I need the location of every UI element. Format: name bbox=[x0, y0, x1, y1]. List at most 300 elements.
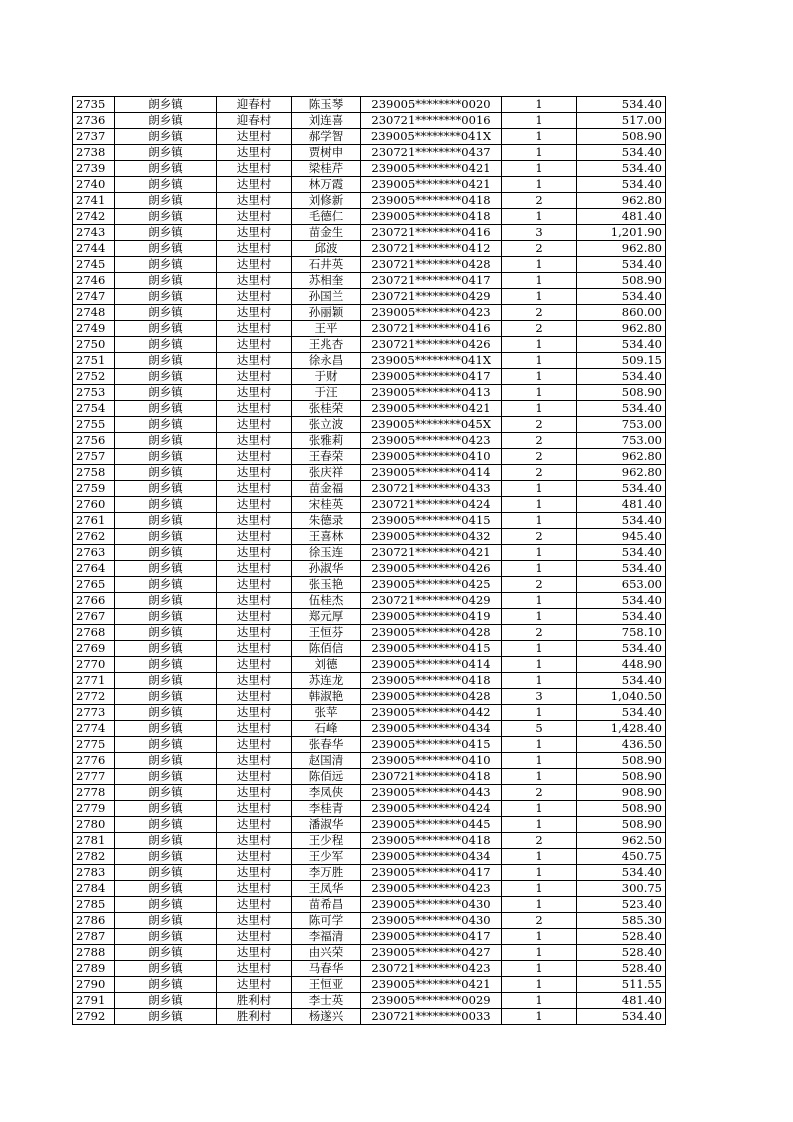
table-row bbox=[73, 657, 666, 673]
name-cell: 苏相奎 bbox=[292, 273, 361, 289]
village-cell: 达里村 bbox=[217, 161, 292, 177]
town-cell: 朗乡镇 bbox=[115, 641, 217, 657]
row-number: 2778 bbox=[73, 785, 115, 801]
name-cell: 于财 bbox=[292, 369, 361, 385]
row-number: 2790 bbox=[73, 977, 115, 993]
town-cell: 朗乡镇 bbox=[115, 289, 217, 305]
count-cell: 1 bbox=[502, 673, 577, 689]
amount-cell: 534.40 bbox=[577, 289, 666, 305]
town-cell: 朗乡镇 bbox=[115, 561, 217, 577]
count-cell: 1 bbox=[502, 737, 577, 753]
id-number-cell: 230721********0418 bbox=[361, 769, 502, 785]
amount-cell: 962.80 bbox=[577, 449, 666, 465]
village-cell: 达里村 bbox=[217, 929, 292, 945]
count-cell: 1 bbox=[502, 337, 577, 353]
row-number: 2750 bbox=[73, 337, 115, 353]
amount-cell: 508.90 bbox=[577, 385, 666, 401]
town-cell: 朗乡镇 bbox=[115, 225, 217, 241]
amount-cell: 481.40 bbox=[577, 209, 666, 225]
table-row bbox=[73, 241, 666, 257]
village-cell: 达里村 bbox=[217, 321, 292, 337]
town-cell: 朗乡镇 bbox=[115, 929, 217, 945]
id-number-cell: 239005********0445 bbox=[361, 817, 502, 833]
count-cell: 1 bbox=[502, 769, 577, 785]
village-cell: 达里村 bbox=[217, 433, 292, 449]
amount-cell: 508.90 bbox=[577, 769, 666, 785]
table-row bbox=[73, 497, 666, 513]
table-row bbox=[73, 209, 666, 225]
amount-cell: 534.40 bbox=[577, 97, 666, 113]
town-cell: 朗乡镇 bbox=[115, 785, 217, 801]
id-number-cell: 239005********0413 bbox=[361, 385, 502, 401]
village-cell: 达里村 bbox=[217, 801, 292, 817]
name-cell: 王少军 bbox=[292, 849, 361, 865]
count-cell: 1 bbox=[502, 817, 577, 833]
amount-cell: 962.80 bbox=[577, 193, 666, 209]
id-number-cell: 239005********0421 bbox=[361, 177, 502, 193]
count-cell: 2 bbox=[502, 577, 577, 593]
name-cell: 郑元厚 bbox=[292, 609, 361, 625]
village-cell: 达里村 bbox=[217, 705, 292, 721]
village-cell: 达里村 bbox=[217, 961, 292, 977]
table-row bbox=[73, 385, 666, 401]
name-cell: 张庆祥 bbox=[292, 465, 361, 481]
town-cell: 朗乡镇 bbox=[115, 113, 217, 129]
name-cell: 石峰 bbox=[292, 721, 361, 737]
table-row bbox=[73, 865, 666, 881]
amount-cell: 534.40 bbox=[577, 145, 666, 161]
count-cell: 1 bbox=[502, 753, 577, 769]
count-cell: 1 bbox=[502, 481, 577, 497]
row-number: 2759 bbox=[73, 481, 115, 497]
table-row bbox=[73, 769, 666, 785]
village-cell: 达里村 bbox=[217, 273, 292, 289]
town-cell: 朗乡镇 bbox=[115, 657, 217, 673]
name-cell: 张桂荣 bbox=[292, 401, 361, 417]
row-number: 2745 bbox=[73, 257, 115, 273]
village-cell: 达里村 bbox=[217, 481, 292, 497]
village-cell: 达里村 bbox=[217, 881, 292, 897]
id-number-cell: 239005********0442 bbox=[361, 705, 502, 721]
village-cell: 达里村 bbox=[217, 657, 292, 673]
id-number-cell: 239005********0415 bbox=[361, 641, 502, 657]
table-row bbox=[73, 929, 666, 945]
count-cell: 1 bbox=[502, 289, 577, 305]
name-cell: 贾树申 bbox=[292, 145, 361, 161]
row-number: 2783 bbox=[73, 865, 115, 881]
row-number: 2752 bbox=[73, 369, 115, 385]
count-cell: 1 bbox=[502, 97, 577, 113]
table-row bbox=[73, 225, 666, 241]
name-cell: 邱波 bbox=[292, 241, 361, 257]
table-row bbox=[73, 305, 666, 321]
id-number-cell: 239005********0417 bbox=[361, 369, 502, 385]
village-cell: 达里村 bbox=[217, 641, 292, 657]
village-cell: 迎春村 bbox=[217, 97, 292, 113]
table-row bbox=[73, 161, 666, 177]
town-cell: 朗乡镇 bbox=[115, 961, 217, 977]
town-cell: 朗乡镇 bbox=[115, 737, 217, 753]
row-number: 2781 bbox=[73, 833, 115, 849]
name-cell: 林万霞 bbox=[292, 177, 361, 193]
amount-cell: 534.40 bbox=[577, 401, 666, 417]
amount-cell: 509.15 bbox=[577, 353, 666, 369]
row-number: 2757 bbox=[73, 449, 115, 465]
village-cell: 胜利村 bbox=[217, 1009, 292, 1025]
amount-cell: 534.40 bbox=[577, 1009, 666, 1025]
amount-cell: 508.90 bbox=[577, 129, 666, 145]
id-number-cell: 239005********0410 bbox=[361, 449, 502, 465]
id-number-cell: 230721********0412 bbox=[361, 241, 502, 257]
village-cell: 达里村 bbox=[217, 625, 292, 641]
village-cell: 达里村 bbox=[217, 337, 292, 353]
id-number-cell: 239005********0418 bbox=[361, 673, 502, 689]
row-number: 2792 bbox=[73, 1009, 115, 1025]
id-number-cell: 239005********0421 bbox=[361, 401, 502, 417]
id-number-cell: 239005********0421 bbox=[361, 161, 502, 177]
town-cell: 朗乡镇 bbox=[115, 257, 217, 273]
village-cell: 达里村 bbox=[217, 721, 292, 737]
table-row bbox=[73, 113, 666, 129]
table-row bbox=[73, 1009, 666, 1025]
amount-cell: 534.40 bbox=[577, 673, 666, 689]
town-cell: 朗乡镇 bbox=[115, 801, 217, 817]
row-number: 2784 bbox=[73, 881, 115, 897]
name-cell: 于汪 bbox=[292, 385, 361, 401]
id-number-cell: 230721********0428 bbox=[361, 257, 502, 273]
town-cell: 朗乡镇 bbox=[115, 353, 217, 369]
amount-cell: 653.00 bbox=[577, 577, 666, 593]
village-cell: 达里村 bbox=[217, 833, 292, 849]
table-row bbox=[73, 913, 666, 929]
count-cell: 1 bbox=[502, 145, 577, 161]
town-cell: 朗乡镇 bbox=[115, 865, 217, 881]
village-cell: 达里村 bbox=[217, 753, 292, 769]
row-number: 2747 bbox=[73, 289, 115, 305]
village-cell: 达里村 bbox=[217, 177, 292, 193]
name-cell: 苗希昌 bbox=[292, 897, 361, 913]
id-number-cell: 239005********0418 bbox=[361, 209, 502, 225]
name-cell: 王恒芬 bbox=[292, 625, 361, 641]
count-cell: 1 bbox=[502, 257, 577, 273]
town-cell: 朗乡镇 bbox=[115, 577, 217, 593]
table-row bbox=[73, 401, 666, 417]
village-cell: 达里村 bbox=[217, 529, 292, 545]
table-row bbox=[73, 545, 666, 561]
table-row bbox=[73, 801, 666, 817]
town-cell: 朗乡镇 bbox=[115, 161, 217, 177]
village-cell: 达里村 bbox=[217, 849, 292, 865]
name-cell: 孙丽颖 bbox=[292, 305, 361, 321]
amount-cell: 448.90 bbox=[577, 657, 666, 673]
row-number: 2737 bbox=[73, 129, 115, 145]
id-number-cell: 230721********0416 bbox=[361, 321, 502, 337]
town-cell: 朗乡镇 bbox=[115, 529, 217, 545]
amount-cell: 534.40 bbox=[577, 513, 666, 529]
name-cell: 陈可学 bbox=[292, 913, 361, 929]
village-cell: 达里村 bbox=[217, 785, 292, 801]
amount-cell: 534.40 bbox=[577, 641, 666, 657]
count-cell: 1 bbox=[502, 897, 577, 913]
name-cell: 由兴荣 bbox=[292, 945, 361, 961]
id-number-cell: 239005********0415 bbox=[361, 513, 502, 529]
amount-cell: 534.40 bbox=[577, 257, 666, 273]
id-number-cell: 239005********0443 bbox=[361, 785, 502, 801]
town-cell: 朗乡镇 bbox=[115, 705, 217, 721]
table-row bbox=[73, 177, 666, 193]
amount-cell: 962.50 bbox=[577, 833, 666, 849]
town-cell: 朗乡镇 bbox=[115, 769, 217, 785]
table-row bbox=[73, 641, 666, 657]
name-cell: 宋桂英 bbox=[292, 497, 361, 513]
count-cell: 1 bbox=[502, 209, 577, 225]
name-cell: 刘连喜 bbox=[292, 113, 361, 129]
village-cell: 达里村 bbox=[217, 129, 292, 145]
id-number-cell: 239005********041X bbox=[361, 353, 502, 369]
count-cell: 1 bbox=[502, 113, 577, 129]
amount-cell: 436.50 bbox=[577, 737, 666, 753]
table-row bbox=[73, 753, 666, 769]
id-number-cell: 239005********0427 bbox=[361, 945, 502, 961]
amount-cell: 962.80 bbox=[577, 241, 666, 257]
name-cell: 陈佰远 bbox=[292, 769, 361, 785]
name-cell: 王恒亚 bbox=[292, 977, 361, 993]
village-cell: 达里村 bbox=[217, 897, 292, 913]
count-cell: 2 bbox=[502, 529, 577, 545]
table-row bbox=[73, 785, 666, 801]
row-number: 2764 bbox=[73, 561, 115, 577]
village-cell: 达里村 bbox=[217, 353, 292, 369]
row-number: 2736 bbox=[73, 113, 115, 129]
row-number: 2771 bbox=[73, 673, 115, 689]
count-cell: 1 bbox=[502, 385, 577, 401]
town-cell: 朗乡镇 bbox=[115, 753, 217, 769]
count-cell: 1 bbox=[502, 929, 577, 945]
id-number-cell: 239005********0417 bbox=[361, 929, 502, 945]
row-number: 2786 bbox=[73, 913, 115, 929]
table-row bbox=[73, 433, 666, 449]
row-number: 2789 bbox=[73, 961, 115, 977]
town-cell: 朗乡镇 bbox=[115, 177, 217, 193]
count-cell: 1 bbox=[502, 177, 577, 193]
name-cell: 苗金福 bbox=[292, 481, 361, 497]
row-number: 2782 bbox=[73, 849, 115, 865]
name-cell: 赵国清 bbox=[292, 753, 361, 769]
amount-cell: 585.30 bbox=[577, 913, 666, 929]
id-number-cell: 230721********0437 bbox=[361, 145, 502, 161]
amount-cell: 534.40 bbox=[577, 545, 666, 561]
village-cell: 胜利村 bbox=[217, 993, 292, 1009]
amount-cell: 508.90 bbox=[577, 801, 666, 817]
count-cell: 1 bbox=[502, 993, 577, 1009]
name-cell: 李士英 bbox=[292, 993, 361, 1009]
row-number: 2775 bbox=[73, 737, 115, 753]
row-number: 2754 bbox=[73, 401, 115, 417]
row-number: 2761 bbox=[73, 513, 115, 529]
row-number: 2751 bbox=[73, 353, 115, 369]
id-number-cell: 239005********0423 bbox=[361, 305, 502, 321]
row-number: 2788 bbox=[73, 945, 115, 961]
town-cell: 朗乡镇 bbox=[115, 625, 217, 641]
id-number-cell: 239005********0414 bbox=[361, 465, 502, 481]
village-cell: 达里村 bbox=[217, 401, 292, 417]
amount-cell: 534.40 bbox=[577, 369, 666, 385]
row-number: 2780 bbox=[73, 817, 115, 833]
town-cell: 朗乡镇 bbox=[115, 673, 217, 689]
count-cell: 1 bbox=[502, 1009, 577, 1025]
town-cell: 朗乡镇 bbox=[115, 721, 217, 737]
village-cell: 达里村 bbox=[217, 545, 292, 561]
id-number-cell: 230721********0033 bbox=[361, 1009, 502, 1025]
village-cell: 达里村 bbox=[217, 673, 292, 689]
row-number: 2738 bbox=[73, 145, 115, 161]
amount-cell: 860.00 bbox=[577, 305, 666, 321]
amount-cell: 534.40 bbox=[577, 593, 666, 609]
row-number: 2769 bbox=[73, 641, 115, 657]
table-row bbox=[73, 673, 666, 689]
count-cell: 1 bbox=[502, 353, 577, 369]
village-cell: 达里村 bbox=[217, 193, 292, 209]
table-row bbox=[73, 353, 666, 369]
table-row bbox=[73, 97, 666, 113]
id-number-cell: 230721********0426 bbox=[361, 337, 502, 353]
table-row bbox=[73, 689, 666, 705]
town-cell: 朗乡镇 bbox=[115, 401, 217, 417]
row-number: 2763 bbox=[73, 545, 115, 561]
id-number-cell: 239005********0419 bbox=[361, 609, 502, 625]
town-cell: 朗乡镇 bbox=[115, 241, 217, 257]
name-cell: 张立波 bbox=[292, 417, 361, 433]
id-number-cell: 239005********045X bbox=[361, 417, 502, 433]
table-row bbox=[73, 625, 666, 641]
table-row bbox=[73, 369, 666, 385]
village-cell: 达里村 bbox=[217, 609, 292, 625]
town-cell: 朗乡镇 bbox=[115, 513, 217, 529]
amount-cell: 450.75 bbox=[577, 849, 666, 865]
town-cell: 朗乡镇 bbox=[115, 945, 217, 961]
count-cell: 1 bbox=[502, 945, 577, 961]
table-row bbox=[73, 561, 666, 577]
count-cell: 2 bbox=[502, 305, 577, 321]
count-cell: 1 bbox=[502, 401, 577, 417]
village-cell: 达里村 bbox=[217, 497, 292, 513]
id-number-cell: 239005********0423 bbox=[361, 433, 502, 449]
id-number-cell: 239005********0414 bbox=[361, 657, 502, 673]
count-cell: 2 bbox=[502, 321, 577, 337]
count-cell: 3 bbox=[502, 225, 577, 241]
town-cell: 朗乡镇 bbox=[115, 465, 217, 481]
town-cell: 朗乡镇 bbox=[115, 97, 217, 113]
row-number: 2773 bbox=[73, 705, 115, 721]
row-number: 2743 bbox=[73, 225, 115, 241]
count-cell: 3 bbox=[502, 689, 577, 705]
village-cell: 达里村 bbox=[217, 817, 292, 833]
name-cell: 伍桂杰 bbox=[292, 593, 361, 609]
row-number: 2740 bbox=[73, 177, 115, 193]
village-cell: 达里村 bbox=[217, 449, 292, 465]
table-row bbox=[73, 881, 666, 897]
name-cell: 陈佰信 bbox=[292, 641, 361, 657]
count-cell: 1 bbox=[502, 657, 577, 673]
town-cell: 朗乡镇 bbox=[115, 129, 217, 145]
town-cell: 朗乡镇 bbox=[115, 833, 217, 849]
village-cell: 达里村 bbox=[217, 737, 292, 753]
name-cell: 王凤华 bbox=[292, 881, 361, 897]
name-cell: 韩淑艳 bbox=[292, 689, 361, 705]
count-cell: 1 bbox=[502, 161, 577, 177]
id-number-cell: 239005********0432 bbox=[361, 529, 502, 545]
name-cell: 孙淑华 bbox=[292, 561, 361, 577]
id-number-cell: 239005********0418 bbox=[361, 193, 502, 209]
row-number: 2767 bbox=[73, 609, 115, 625]
table-row bbox=[73, 257, 666, 273]
village-cell: 达里村 bbox=[217, 289, 292, 305]
name-cell: 李万胜 bbox=[292, 865, 361, 881]
amount-cell: 528.40 bbox=[577, 961, 666, 977]
row-number: 2753 bbox=[73, 385, 115, 401]
name-cell: 张春华 bbox=[292, 737, 361, 753]
name-cell: 郝学智 bbox=[292, 129, 361, 145]
village-cell: 达里村 bbox=[217, 913, 292, 929]
town-cell: 朗乡镇 bbox=[115, 321, 217, 337]
row-number: 2774 bbox=[73, 721, 115, 737]
name-cell: 李福清 bbox=[292, 929, 361, 945]
count-cell: 2 bbox=[502, 913, 577, 929]
id-number-cell: 230721********0416 bbox=[361, 225, 502, 241]
id-number-cell: 239005********0417 bbox=[361, 865, 502, 881]
town-cell: 朗乡镇 bbox=[115, 385, 217, 401]
name-cell: 苗金生 bbox=[292, 225, 361, 241]
table-row bbox=[73, 481, 666, 497]
id-number-cell: 230721********0429 bbox=[361, 289, 502, 305]
amount-cell: 534.40 bbox=[577, 865, 666, 881]
village-cell: 达里村 bbox=[217, 305, 292, 321]
count-cell: 1 bbox=[502, 129, 577, 145]
table-row bbox=[73, 817, 666, 833]
id-number-cell: 239005********0430 bbox=[361, 913, 502, 929]
row-number: 2768 bbox=[73, 625, 115, 641]
town-cell: 朗乡镇 bbox=[115, 849, 217, 865]
row-number: 2772 bbox=[73, 689, 115, 705]
village-cell: 达里村 bbox=[217, 577, 292, 593]
row-number: 2770 bbox=[73, 657, 115, 673]
name-cell: 张玉艳 bbox=[292, 577, 361, 593]
count-cell: 2 bbox=[502, 833, 577, 849]
town-cell: 朗乡镇 bbox=[115, 977, 217, 993]
village-cell: 达里村 bbox=[217, 865, 292, 881]
table-row bbox=[73, 529, 666, 545]
id-number-cell: 239005********0410 bbox=[361, 753, 502, 769]
name-cell: 毛德仁 bbox=[292, 209, 361, 225]
id-number-cell: 239005********0430 bbox=[361, 897, 502, 913]
village-cell: 达里村 bbox=[217, 385, 292, 401]
name-cell: 王兆杏 bbox=[292, 337, 361, 353]
count-cell: 1 bbox=[502, 801, 577, 817]
town-cell: 朗乡镇 bbox=[115, 145, 217, 161]
id-number-cell: 239005********0029 bbox=[361, 993, 502, 1009]
amount-cell: 534.40 bbox=[577, 705, 666, 721]
name-cell: 孙国兰 bbox=[292, 289, 361, 305]
table-row bbox=[73, 593, 666, 609]
table-row bbox=[73, 129, 666, 145]
town-cell: 朗乡镇 bbox=[115, 193, 217, 209]
row-number: 2766 bbox=[73, 593, 115, 609]
table-body bbox=[73, 97, 666, 1025]
table-row bbox=[73, 609, 666, 625]
name-cell: 潘淑华 bbox=[292, 817, 361, 833]
amount-cell: 508.90 bbox=[577, 817, 666, 833]
name-cell: 李凤侠 bbox=[292, 785, 361, 801]
